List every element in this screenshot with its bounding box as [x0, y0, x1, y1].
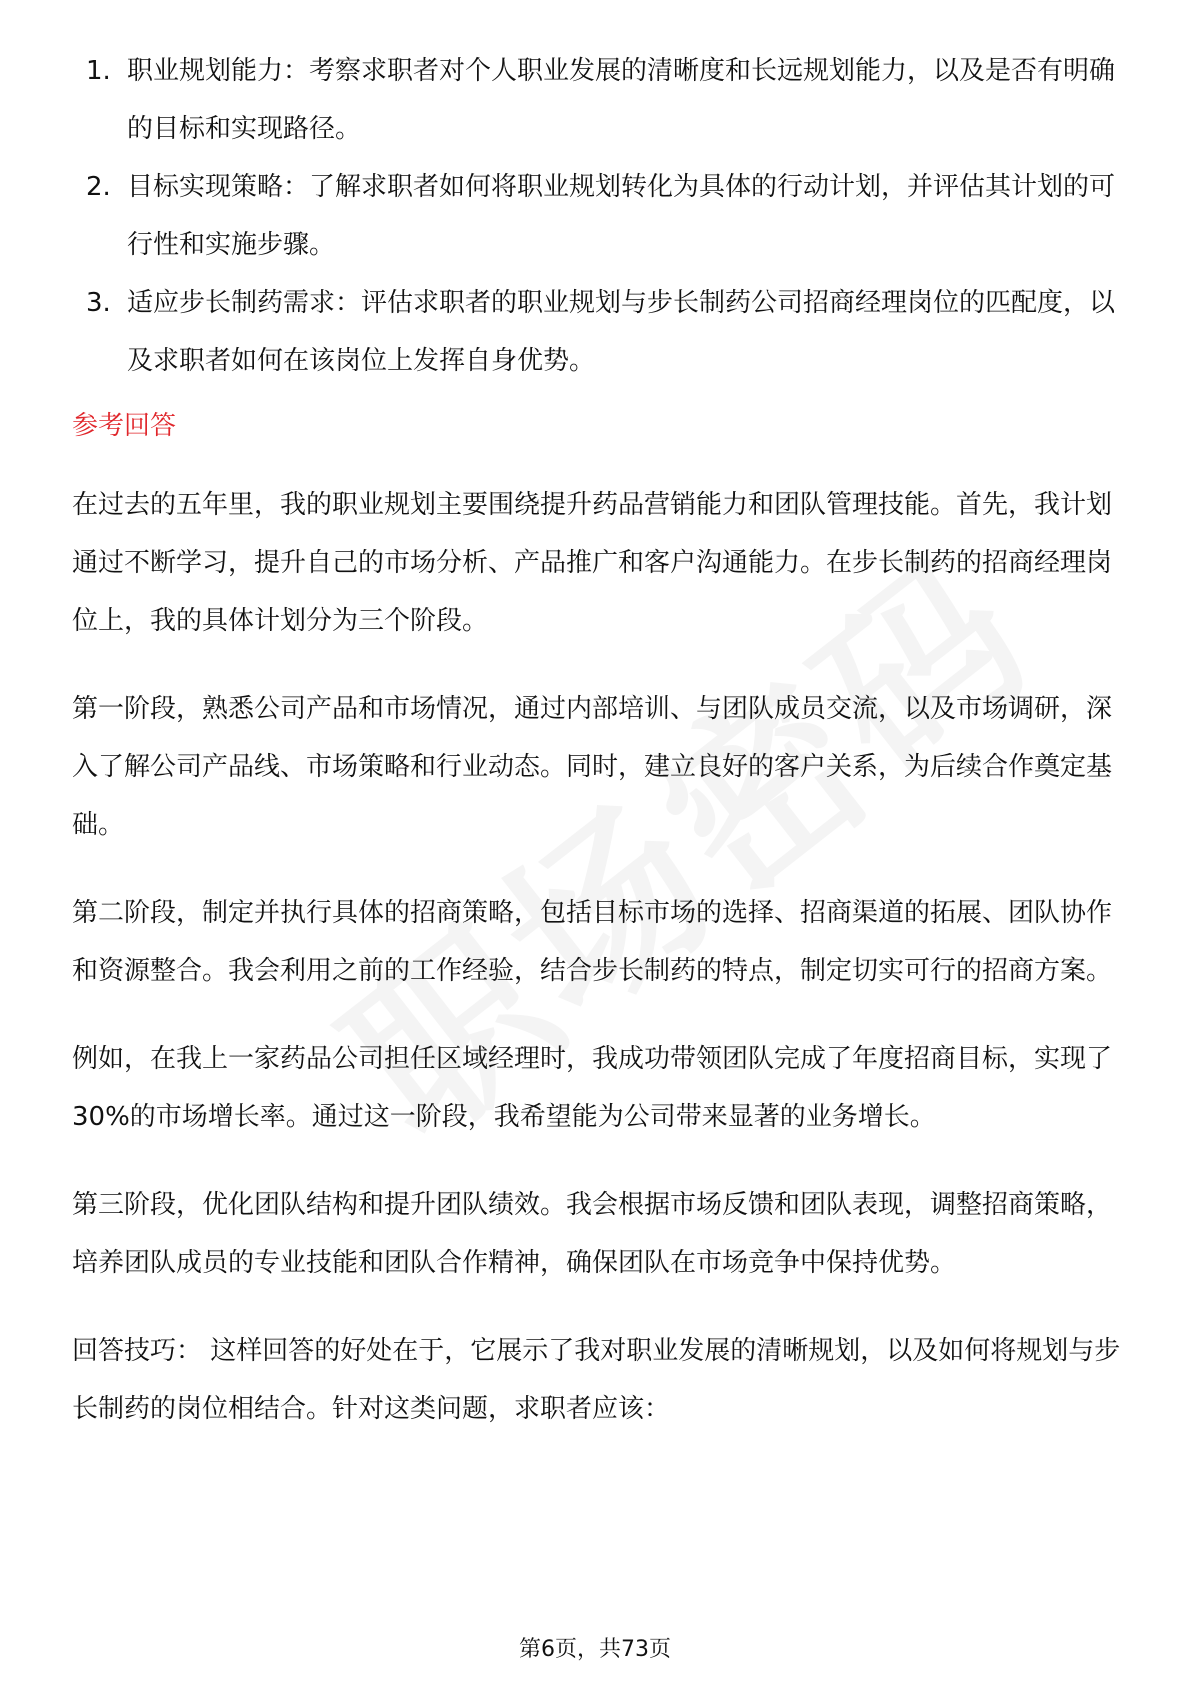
paragraph-stage-one: 第一阶段，熟悉公司产品和市场情况，通过内部培训、与团队成员交流，以及市场调研，深入了解公司产品线、市场策略和行业动态。同时，建立良好的客户关系，为后续合作奠定基础。 [72, 694, 1113, 840]
list-text: 目标实现策略：了解求职者如何将职业规划转化为具体的行动计划，并评估其计划的可行性和实施步骤。 [127, 172, 1116, 260]
paragraph-example: 例如，在我上一家药品公司担任区域经理时，我成功带领团队完成了年度招商目标，实现了30%的市场增长率。通过这一阶段，我希望能为公司带来显著的业务增长。 [72, 1044, 1113, 1132]
section-heading-reference-answer: 参考回答 [72, 411, 177, 441]
page-content [72, 42, 1122, 1438]
list-text: 适应步长制药需求：评估求职者的职业规划与步长制药公司招商经理岗位的匹配度，以及求职者如何在该岗位上发挥自身优势。 [127, 288, 1116, 376]
paragraph-stage-three: 第三阶段，优化团队结构和提升团队绩效。我会根据市场反馈和团队表现，调整招商策略，培养团队成员的专业技能和团队合作精神，确保团队在市场竞争中保持优势。 [72, 1190, 1113, 1278]
list-item [72, 42, 1122, 158]
list-text: 职业规划能力：考察求职者对个人职业发展的清晰度和长远规划能力，以及是否有明确的目标和实现路径。 [127, 56, 1116, 144]
list-item [72, 274, 1122, 390]
list-item [72, 158, 1122, 274]
paragraph-stage-two: 第二阶段，制定并执行具体的招商策略，包括目标市场的选择、招商渠道的拓展、团队协作和资源整合。我会利用之前的工作经验，结合步长制药的特点，制定切实可行的招商方案。 [72, 898, 1113, 986]
list-number: 3. [86, 288, 111, 318]
criteria-list [72, 42, 1122, 390]
paragraph-answer-tips: 回答技巧： 这样回答的好处在于，它展示了我对职业发展的清晰规划，以及如何将规划与步长制药的岗位相结合。针对这类问题，求职者应该： [72, 1336, 1121, 1424]
list-number: 1. [86, 56, 111, 86]
list-number: 2. [86, 172, 111, 202]
paragraph-intro: 在过去的五年里，我的职业规划主要围绕提升药品营销能力和团队管理技能。首先，我计划通过不断学习，提升自己的市场分析、产品推广和客户沟通能力。在步长制药的招商经理岗位上，我的具体计划分为三个阶段。 [72, 490, 1113, 636]
page-footer: 第6页，共73页 [519, 1637, 671, 1662]
